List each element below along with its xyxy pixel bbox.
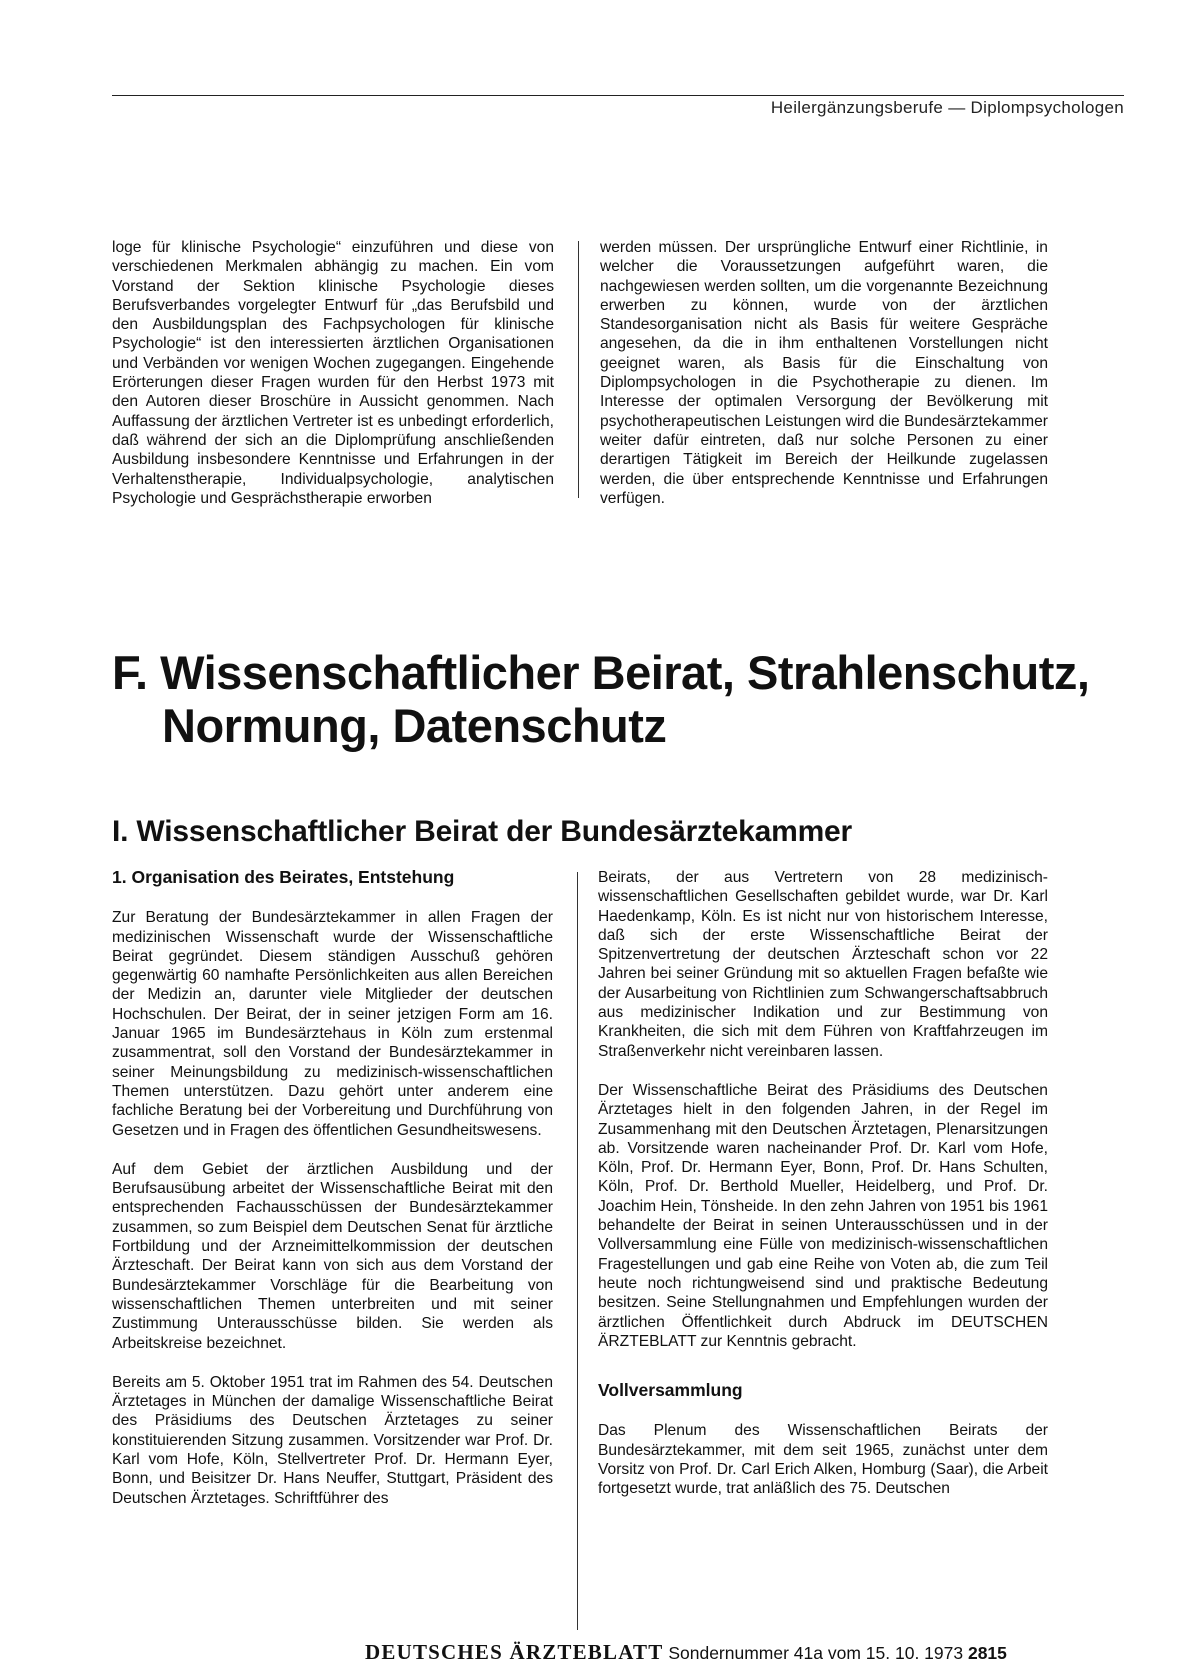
main-right-column: [598, 868, 1048, 1499]
page-number: 2815: [967, 1643, 1007, 1663]
top-right-paragraph: werden müssen. Der ursprüngliche Entwurf einer Richtlinie, in welcher die Voraussetzungen aufgeführt waren, die nachgewiesen werden sollten, um die vorgenannte Bezeichnung erwerben zu können, wurde von der ärztlichen Standesorganisation nicht als Basis für weitere Gespräche angesehen, da die in ihm enthaltenen Vorstellungen nicht geeignet waren, als Basis für die Einschaltung von Diplompsychologen in die Psychotherapie zu dienen. Im Interesse der optimalen Versorgung der Bevölkerung mit psychotherapeutischen Leistungen wird die Bundesärztekammer weiter dafür eintreten, daß nur solche Personen zu einer derartigen Tätigkeit im Bereich der Heilkunde zugelassen werden, die über entsprechende Kenntnisse und Erfahrungen verfügen.: [600, 239, 1048, 507]
right-paragraph-1: Beirats, der aus Vertretern von 28 medizinisch-wissenschaftlichen Gesellschaften gebildet wurde, war Dr. Karl Haedenkamp, Köln. Es ist nicht nur von historischem Interesse, daß sich der erste Wissenschaftliche Beirat der Spitzenvertretung der deutschen Ärzteschaft schon vor 22 Jahren bei seiner Gründung mit so aktuellen Fragen befaßte wie der Ausarbeitung von Richtlinien zum Schwangerschaftsabbruch aus medizinischer Indikation und zur Bestimmung von Krankheiten, die sich mit dem Führen von Kraftfahrzeugen im Straßenverkehr nicht vereinbaren lassen.: [598, 869, 1048, 1060]
section-title: I. Wissenschaftlicher Beirat der Bundesärztekammer: [112, 815, 853, 848]
left-paragraph-1: Zur Beratung der Bundesärztekammer in allen Fragen der medizinischen Wissenschaft wurde der Wissenschaftliche Beirat gegründet. Diesem ständigen Ausschuß gehören gegenwärtig 60 namhafte Persönlichkeiten aus allen Bereichen der Medizin an, darunter viele Mitglieder der deutschen Hochschulen. Der Beirat, der in seiner jetzigen Form am 16. Januar 1965 im Bundesärztehaus in Köln zum erstenmal zusammentrat, soll den Vorstand der Bundesärztekammer in seiner Meinungsbildung zu medizinisch-wissenschaftlichen Themen unterstützen. Dazu gehört unter anderem eine fachliche Beratung bei der Vorbereitung und Durchführung von Gesetzen und in Fragen des öffentlichen Gesundheitswesens.: [112, 909, 553, 1139]
main-column-divider: [577, 872, 578, 1630]
chapter-title-line-1: F. Wissenschaftlicher Beirat, Strahlenschutz,: [112, 646, 1090, 699]
chapter-title-line-2: Normung, Datenschutz: [162, 699, 667, 752]
right-paragraph-3: Das Plenum des Wissenschaftlichen Beirats der Bundesärztekammer, mit dem seit 1965, zunächst unter dem Vorsitz von Prof. Dr. Carl Erich Alken, Homburg (Saar), die Arbeit fortgesetzt wurde, trat anläßlich des 75. Deutschen: [598, 1422, 1048, 1498]
right-column-subheading: Vollversammlung: [598, 1380, 743, 1401]
issue-info: Sondernummer 41a vom 15. 10. 1973: [668, 1643, 964, 1663]
top-column-divider: [578, 241, 579, 498]
chapter-title: [112, 646, 1089, 752]
right-paragraph-2: Der Wissenschaftliche Beirat des Präsidiums des Deutschen Ärztetages hielt in den folgenden Jahren, in der Regel im Zusammenhang mit den Deutschen Ärztetagen, Plenarsitzungen ab. Vorsitzende waren nacheinander Prof. Dr. Karl vom Hofe, Köln, Prof. Dr. Hermann Eyer, Bonn, Prof. Dr. Hans Schulten, Köln, Prof. Dr. Berthold Mueller, Heidelberg, und Prof. Dr. Joachim Hein, Tönsheide. In den zehn Jahren von 1951 bis 1961 behandelte der Beirat in seinen Unterausschüssen und in der Vollversammlung eine Fülle von medizinisch-wissenschaftlichen Fragestellungen und gab eine Reihe von Voten ab, die zum Teil heute noch richtungweisend sind und praktische Bedeutung besitzen. Seine Stellungnahmen und Empfehlungen wurden der ärztlichen Öffentlichkeit durch Abdruck im DEUTSCHEN ÄRZTEBLATT zur Kenntnis gebracht.: [598, 1081, 1048, 1350]
journal-masthead: DEUTSCHES ÄRZTEBLATT: [365, 1640, 664, 1664]
header-rule: [112, 95, 1124, 96]
top-left-column: [112, 238, 554, 508]
running-head: Heilergänzungsberufe — Diplompsychologen: [770, 98, 1124, 117]
main-left-column: [112, 868, 553, 1508]
top-right-column: [600, 238, 1048, 508]
left-paragraph-3: Bereits am 5. Oktober 1951 trat im Rahmen des 54. Deutschen Ärztetages in München der damalige Wissenschaftliche Beirat des Präsidiums des Deutschen Ärztetages zu seiner konstituierenden Sitzung zusammen. Vorsitzender war Prof. Dr. Karl vom Hofe, Köln, Stellvertreter Prof. Dr. Hermann Eyer, Bonn, und Beisitzer Dr. Hans Neuffer, Stuttgart, Präsident des Deutschen Ärztetages. Schriftführer des: [112, 1373, 553, 1507]
page-footer: [365, 1640, 1007, 1665]
left-column-subheading: 1. Organisation des Beirates, Entstehung: [112, 867, 455, 887]
top-left-paragraph: loge für klinische Psychologie“ einzuführen und diese von verschiedenen Merkmalen abhängig zu machen. Ein vom Vorstand der Sektion klinische Psychologie dieses Berufsverbandes vorgelegter Entwurf für „das Berufsbild und den Ausbildungsplan des Fachpsychologen für klinische Psychologie“ ist den interessierten ärztlichen Organisationen und Verbänden vor wenigen Wochen zugegangen. Eingehende Erörterungen dieser Fragen wurden für den Herbst 1973 mit den Autoren dieser Broschüre in Aussicht genommen. Nach Auffassung der ärztlichen Vertreter ist es unbedingt erforderlich, daß während der sich an die Diplomprüfung anschließenden Ausbildung insbesondere Kenntnisse und Erfahrungen in der Verhaltenstherapie, Individualpsychologie, analytischen Psychologie und Gesprächstherapie erworben: [112, 239, 554, 507]
left-paragraph-2: Auf dem Gebiet der ärztlichen Ausbildung und der Berufsausübung arbeitet der Wissenschaftliche Beirat mit den entsprechenden Fachausschüssen der Bundesärztekammer zusammen, so zum Beispiel dem Deutschen Senat für ärztliche Fortbildung und der Arzneimittelkommission der deutschen Ärzteschaft. Der Beirat kann von sich aus dem Vorstand der Bundesärztekammer Vorschläge für die Bearbeitung von wissenschaftlichen Themen unterbreiten und mit seiner Zustimmung Unterausschüsse bilden. Sie werden als Arbeitskreise bezeichnet.: [112, 1160, 553, 1352]
